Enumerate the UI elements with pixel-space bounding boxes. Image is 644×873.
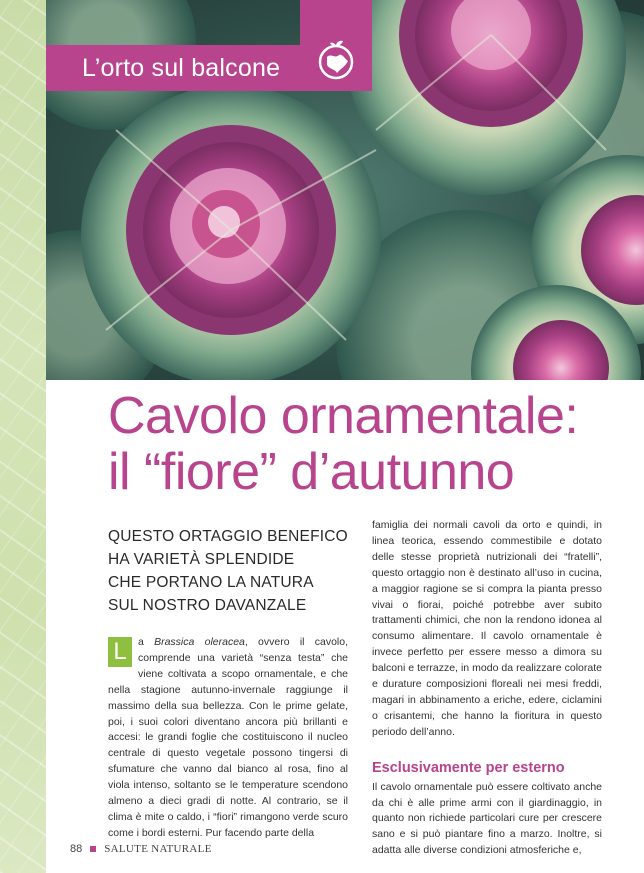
globe-plant-icon [315,39,357,81]
species-name: Brassica oleracea [154,636,245,648]
page-footer [70,843,212,855]
footer-square-icon [90,846,96,852]
body-column-left [108,635,348,842]
paragraph-start: a [138,636,155,648]
title-line-2: il “fiore” d’autunno [108,443,515,501]
section-label: L’orto sul balcone [82,53,281,82]
deck-line: SUL NOSTRO DAVANZALE [108,597,307,614]
page-number: 88 [70,843,83,855]
subheading: Esclusivamente per esterno [372,759,565,776]
dropcap: L [108,637,132,667]
article-title [108,388,628,500]
paragraph-1: , ovvero il cavolo, comprende una varietà “senza testa” che viene coltivata a scopo ornamentale, e che nella stagione autunno-invernale raggiunge il massimo della sua bellezza. Con le prime gelate, poi, i suoi colori diventano ancora più brillanti e accesi: le grandi foglie che costituiscono il nucleo centrale di questo vegetale possono tingersi di sfumature che vanno dal bianco al rosa, fino al viola intenso, soltanto se le temperature scendono almeno a dieci gradi di notte. Al contrario, se il clima è mite o caldo, i “fiori” rimangono verde scuro come i bordi esterni. Pur facendo parte della [108,636,348,839]
leaf-background [0,0,46,873]
article-deck [108,525,348,617]
deck-line: QUESTO ORTAGGIO BENEFICO [108,528,348,545]
magazine-name: SALUTE NATURALE [104,843,212,855]
body-column-right [372,518,602,859]
paragraph-2: famiglia dei normali cavoli da orto e quindi, in linea teorica, essendo commestibile e dotato delle stesse proprietà nutrizionali dei “fratelli”, questo ortaggio non è destinato all’uso in cucina, a maggior ragione se si compra la pianta presso vivai o fiorai, poiché potrebbe aver subito trattamenti chimici, che non la rendono idonea al consumo alimentare. Il cavolo ornamentale è invece perfetto per essere messo a dimora su balconi e terrazze, in modo da realizzare colorate e durature composizioni floreali nei mesi freddi, magari in abbinamento a eriche, edere, ciclamini o crisantemi, che hanno la fioritura in questo periodo dell’anno. [372,519,602,738]
section-tab [300,0,372,91]
title-line-1: Cavolo ornamentale: [108,387,579,445]
paragraph-3: Il cavolo ornamentale può essere coltivato anche da chi è alle prime armi con il giardinaggio, in quanto non richiede particolari cure per crescere sano e si può piantare fino a marzo. Inoltre, si adatta alle diverse condizioni atmosferiche e, [372,780,602,857]
section-banner [46,45,304,91]
deck-line: HA VARIETÀ SPLENDIDE [108,551,295,568]
deck-line: CHE PORTANO LA NATURA [108,574,314,591]
